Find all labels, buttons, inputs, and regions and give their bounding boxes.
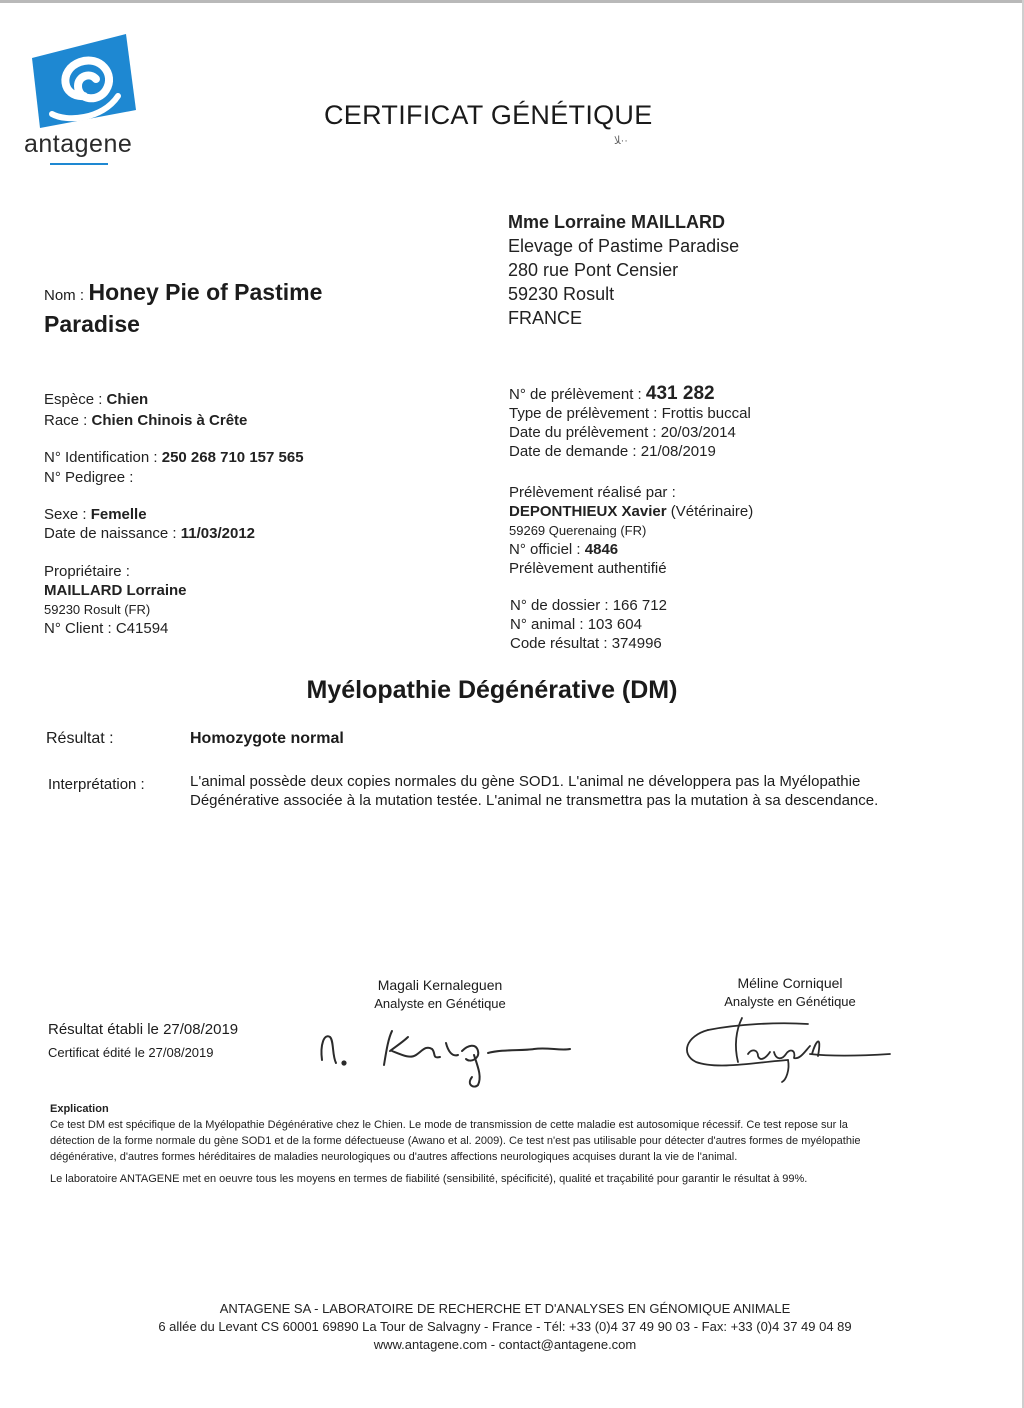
sampler-info [509,483,753,578]
signatory-1 [340,976,540,1013]
owner-info [44,562,187,638]
code-resultat: Code résultat : 374996 [510,635,662,652]
dossier-number: N° de dossier : 166 712 [510,597,667,614]
resultat-date: Résultat établi le 27/08/2019 [48,1021,239,1038]
signatory-2-role: Analyste en Génétique [724,994,856,1009]
footer-line3: www.antagene.com - contact@antagene.com [373,1337,637,1352]
title-mark: ﻼ·· [614,135,628,147]
owner-address-block [508,210,739,330]
race-value: Chien Chinois à Crête [91,412,248,429]
scan-top-edge [0,0,1024,3]
explanation-line2: détection de la forme normale du gène SOD1 et de la forme défectueuse (Awano et al. 2009). Ce test n'est pas utilisable pour détecter d'autres formes de myélopathie [50,1135,861,1147]
officiel-value: 4846 [584,541,619,558]
prelevement-value: 431 282 [645,383,715,404]
animal-info-espece [44,390,247,430]
nom-label: Nom : [44,287,85,304]
prelevement-date: Date du prélèvement : 20/03/2014 [509,424,736,441]
logo-spiral-icon [32,34,142,134]
interpretation-text [190,772,950,810]
ident-value: 250 268 710 157 565 [161,449,304,466]
file-info [510,596,667,653]
animal-info-sexe [44,505,255,543]
signatory-1-role: Analyste en Génétique [374,996,506,1011]
vet-city: 59269 Querenaing (FR) [509,523,647,538]
signature-2-image [678,1010,898,1090]
signatory-1-name: Magali Kernaleguen [377,977,503,993]
demande-date: Date de demande : 21/08/2019 [509,443,716,460]
animal-number: N° animal : 103 604 [510,616,642,633]
espece-label: Espèce : [44,391,103,408]
test-heading: Myélopathie Dégénérative (DM) [306,676,678,704]
owner-address-line2: 280 rue Pont Censier [508,260,679,280]
espece-value: Chien [106,391,149,408]
sexe-label: Sexe : [44,506,87,523]
explanation-line1: Ce test DM est spécifique de la Myélopathie Dégénérative chez le Chien. Le mode de transmission de cette maladie est autosomique récessif. Ce test repose sur la [50,1119,848,1131]
logo-underline [50,163,108,165]
pedigree-label: N° Pedigree : [44,469,134,486]
nom-value: Honey Pie of Pastime Paradise [44,279,323,337]
certificat-date: Certificat édité le 27/08/2019 [48,1045,214,1060]
sexe-value: Femelle [90,506,147,523]
signature-1-image [312,1015,582,1090]
vet-role: (Vétérinaire) [670,503,754,520]
ident-label: N° Identification : [44,449,158,466]
interpretation-line2: Dégénérative associée à la mutation testée. L'animal ne transmettra pas la mutation à sa descendance. [190,792,879,809]
dates-block [48,1019,238,1065]
owner-address-line3: 59230 Rosult [508,284,615,304]
race-label: Race : [44,412,88,429]
footer-line1: ANTAGENE SA - LABORATOIRE DE RECHERCHE ET D'ANALYSES EN GÉNOMIQUE ANIMALE [219,1301,791,1316]
naissance-value: 11/03/2012 [180,525,256,542]
interpretation-label: Interprétation : [48,776,145,793]
prelevement-authentifie: Prélèvement authentifié [509,560,667,577]
result-label: Résultat : [46,730,114,747]
footer-line2: 6 allée du Levant CS 60001 69890 La Tour de Salvagny - France - Tél: +33 (0)4 37 49 90 03 - Fax: +33 (0)4 37 49 04 89 [158,1319,852,1334]
quality-statement: Le laboratoire ANTAGENE met en oeuvre tous les moyens en termes de fiabilité (sensibilité, spécificité), qualité et traçabilité pour garantir le résultat à 99%. [50,1173,808,1185]
officiel-label: N° officiel : [509,541,581,558]
page-title: CERTIFICAT GÉNÉTIQUE [324,100,653,130]
animal-info-ident [44,448,304,487]
animal-name-block [44,278,374,342]
client-number: N° Client : C41594 [44,620,169,637]
proprietaire-city: 59230 Rosult (FR) [44,602,151,617]
explanation-title: Explication [50,1103,109,1115]
logo-wordmark: antagene [24,130,133,158]
signatory-2 [700,974,880,1011]
prelevement-label: N° de prélèvement : [509,386,642,403]
proprietaire-name: MAILLARD Lorraine [44,582,187,599]
owner-address-line1: Elevage of Pastime Paradise [508,236,740,256]
explanation-block [50,1101,950,1165]
proprietaire-label: Propriétaire : [44,563,130,580]
owner-name: Mme Lorraine MAILLARD [508,212,726,232]
naissance-label: Date de naissance : [44,525,177,542]
owner-address-line4: FRANCE [508,308,583,328]
interpretation-line1: L'animal possède deux copies normales du gène SOD1. L'animal ne développera pas la Myélopathie [190,773,861,790]
antagene-logo [22,34,162,170]
explanation-line3: dégénérative, d'autres formes héréditaires de maladies neurologiques ou d'autres affections neurologiques acquises durant la vie de l'animal. [50,1151,738,1163]
signatory-2-name: Méline Corniquel [737,975,843,991]
footer [0,1300,1010,1354]
sample-info [509,384,751,461]
vet-name: DEPONTHIEUX Xavier [509,503,667,520]
prelevement-type: Type de prélèvement : Frottis buccal [509,405,751,422]
result-value: Homozygote normal [190,730,344,747]
realise-par-label: Prélèvement réalisé par : [509,484,676,501]
